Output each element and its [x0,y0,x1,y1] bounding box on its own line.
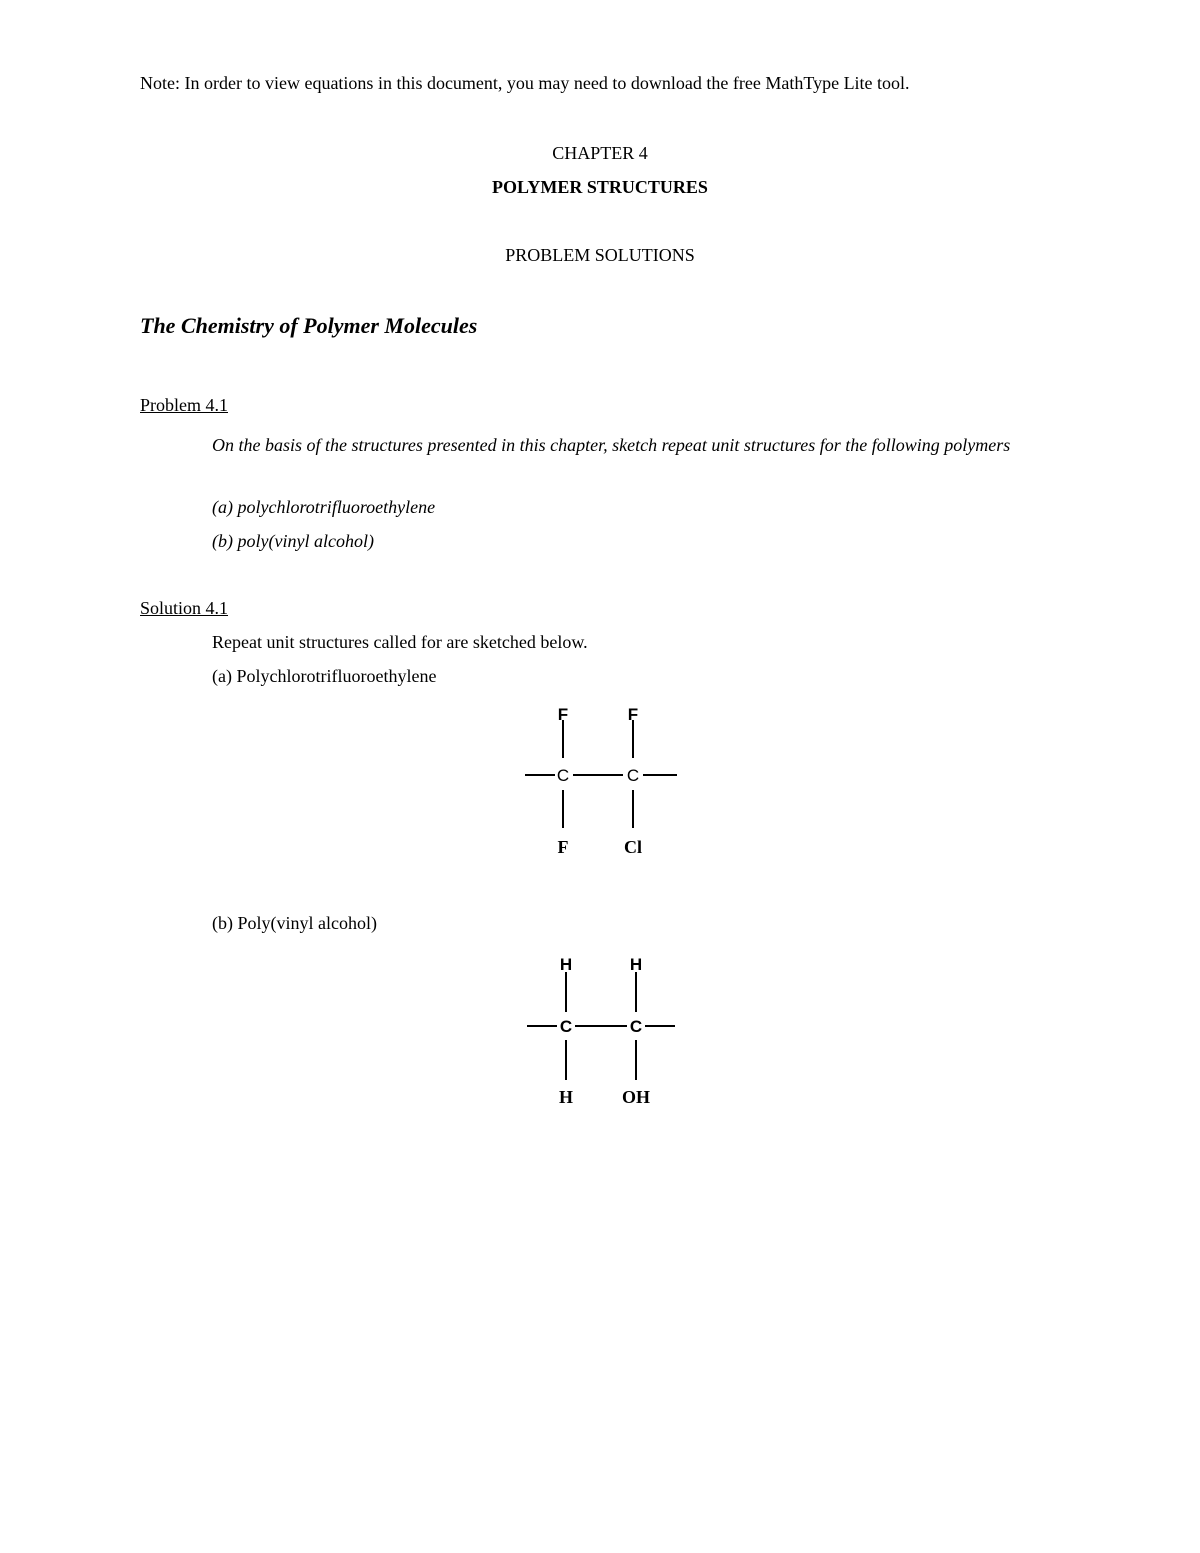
atom-b-c1: C [559,1017,573,1036]
solution-label-a: (a) Polychlorotrifluoroethylene [212,666,437,686]
structure-b-diagram [515,950,685,1110]
structure-a-svg [515,700,685,860]
atom-a-c2: C [626,766,640,785]
section-heading: The Chemistry of Polymer Molecules [140,313,478,338]
structure-a-diagram [515,700,685,860]
problem-item-a: (a) polychlorotrifluoroethylene [212,497,436,517]
atom-b-top-2: H [629,955,643,974]
atom-b-bottom-1: H [558,1087,574,1107]
solution-label-b: (b) Poly(vinyl alcohol) [212,913,377,933]
atom-a-bottom-1: F [557,837,569,857]
chapter-title: POLYMER STRUCTURES [492,177,708,197]
chapter-number: CHAPTER 4 [552,143,648,163]
atom-b-top-1: H [559,955,573,974]
atom-a-bottom-2: Cl [624,837,642,857]
problem-item-b: (b) poly(vinyl alcohol) [212,531,374,551]
problem-heading: Problem 4.1 [140,395,228,415]
solution-text: Repeat unit structures called for are sketched below. [212,632,588,652]
structure-b-svg [515,950,685,1110]
problem-text: On the basis of the structures presented in this chapter, sketch repeat unit structures for the following polymers [212,435,1011,455]
solution-heading: Solution 4.1 [140,598,229,618]
mathtype-note: Note: In order to view equations in this document, you may need to download the free MathType Lite tool. [140,73,910,93]
atom-b-c2: C [629,1017,643,1036]
atom-b-bottom-2: OH [621,1087,651,1107]
atom-a-top-2: F [627,705,639,724]
atom-a-c1: C [556,766,570,785]
atom-a-top-1: F [557,705,569,724]
problem-solutions-heading: PROBLEM SOLUTIONS [505,245,695,265]
